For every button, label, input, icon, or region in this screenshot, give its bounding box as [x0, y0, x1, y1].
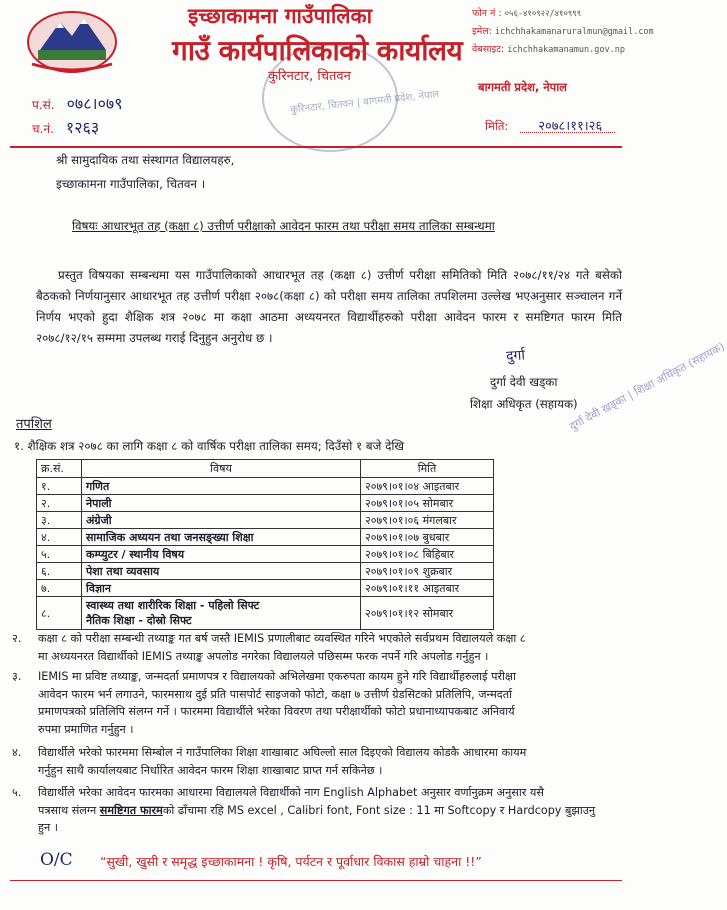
- table-row: [37, 512, 494, 529]
- row-subject: विज्ञान: [82, 580, 361, 597]
- table-row: [37, 563, 494, 580]
- row-subject: पेशा तथा व्यवसाय: [82, 563, 361, 580]
- row-date: २०७९।०१।०८ बिहिबार: [361, 546, 494, 563]
- office-title: गाउँ कार्यपालिकाको कार्यालय: [172, 34, 463, 67]
- row-date: २०७९।०१।०९ शुक्रबार: [361, 563, 494, 580]
- cha-number: [32, 116, 99, 138]
- row-subject: नेपाली: [82, 495, 361, 512]
- row-sn: ७.: [37, 580, 82, 597]
- table-row: [37, 597, 494, 630]
- note-text: मा अध्ययनरत विद्यार्थीको IEMIS तथ्याङ्क अपलोड नगरेका विद्यालयले पछिसम्म फरक नपर्ने गरि अपलोड गर्नुहुन ।: [38, 649, 489, 663]
- email-label: इमेल:: [472, 26, 492, 37]
- note-text: गर्नुहुन साथै कार्यालयबाट निर्धारित आवेदन फारम शिक्षा शाखाबाट प्राप्त गर्न सकिनेछ ।: [38, 763, 383, 777]
- footer-slogan: “सुखी, खुसी र समृद्ध इच्छाकामना ! कृषि, पर्यटन र पूर्वाधार विकास हाम्रो चाहना !!”: [100, 854, 482, 869]
- cha-value: १२६३: [65, 118, 100, 137]
- row-date: २०७९।०१।१२ सोमबार: [361, 597, 494, 630]
- table-header-row: [37, 460, 494, 478]
- row-subject: [82, 597, 361, 630]
- row-date: २०७९।०१।०४ आइतबार: [361, 478, 494, 495]
- note-text: IEMIS मा प्रविष्ट तथ्याङ्क, जन्मदर्ता प्रमाणपत्र र विद्यालयको अभिलेखमा एकरुपता कायम हुने गरि विद्यार्थीहरुलाई परीक्षा: [38, 670, 516, 683]
- website-value: ichchhakamanamun.gov.np: [507, 45, 625, 55]
- note-text: आवेदन फारम भर्न लगाउने, फारमसाथ दुई प्रति पासपोर्ट साइजको फोटो, कक्षा ७ उत्तीर्ण ग्रेडसिटको प्रतिलिपि, जन्मदर्ता: [38, 687, 512, 701]
- note-text-part: पत्रसाथ संलग्न: [38, 803, 100, 817]
- contact-block: [472, 5, 654, 59]
- note-number: ५.: [12, 786, 22, 799]
- org-name: इच्छाकामना गाउँपालिका: [188, 4, 373, 28]
- row-subject-line-1: स्वास्थ्य तथा शारीरिक शिक्षा - पहिलो सिफ्ट: [86, 599, 260, 612]
- cha-label: च.नं.: [32, 122, 54, 136]
- phone-value: ०५६-४१०९२२/४१०९९९: [504, 9, 582, 19]
- exam-schedule-table: [36, 459, 494, 630]
- note-number: २.: [12, 632, 22, 645]
- ref-value: ०७८।०७९: [66, 94, 123, 113]
- row-subject: गणित: [82, 478, 361, 495]
- schedule-intro: १. शैक्षिक शत्र २०७८ का लागि कक्षा ८ को वार्षिक परीक्षा तालिका समय; दिउँसो १ बजे देखि: [14, 439, 405, 453]
- table-row: [37, 495, 494, 512]
- note-text-part: को ढाँचामा रहि MS excel , Calibri font, Font size : 11 मा Softcopy र Hardcopy बुझाउनु: [162, 803, 596, 817]
- note-text: [12, 802, 618, 820]
- website-label: वेबसाइट:: [472, 44, 505, 55]
- email-value: ichchhakamanaruralmun@gmail.com: [495, 27, 654, 37]
- nepal-emblem-logo: [18, 6, 126, 74]
- row-sn: ८.: [37, 597, 82, 630]
- table-row: [37, 478, 494, 495]
- header-sn: क्र.सं.: [37, 460, 82, 478]
- tapashil-heading: तपशिल: [16, 417, 52, 432]
- row-subject: अंग्रेजी: [82, 512, 361, 529]
- body-text: प्रस्तुत विषयका सम्बन्धमा यस गाउँपालिकाको आधारभूत तह (कक्षा ८) उत्तीर्ण परीक्षा समितिको मिति २०७८/११/२४ गते बसेको बैठकको निर्णयानुसार आधारभूत तह उत्तीर्ण परीक्षा २०७८(कक्षा ८) को परीक्षा समय तालिका तपशिलमा उल्लेख भएअनुसार सञ्चालन गर्ने निर्णय भएको हुदा शैक्षिक शत्र २०७८ मा कक्षा आठमा अध्ययनरत विद्यार्थीहरुको परीक्षा आवेदन फारम र समष्टिगत फारम मिति २०७८/१२/१५ सम्ममा उपलब्ध गराई दिनुहुन अनुरोध छ ।: [36, 268, 622, 345]
- table-row: [37, 580, 494, 597]
- samastigat-form-link-text: समष्टिगत फारम: [99, 803, 163, 817]
- row-sn: २.: [37, 495, 82, 512]
- date-label: मिति:: [485, 119, 509, 133]
- row-date: २०७९।०१।०७ बुधबार: [361, 529, 494, 546]
- row-subject-line-2: नैतिक शिक्षा - दोस्रो सिफ्ट: [86, 614, 192, 627]
- row-subject: कम्प्युटर / स्थानीय विषय: [82, 546, 361, 563]
- footer-divider: [10, 880, 622, 881]
- row-subject: सामाजिक अध्ययन तथा जनसङ्ख्या शिक्षा: [82, 529, 361, 546]
- note-2: [12, 630, 618, 665]
- province: बागमती प्रदेश, नेपाल: [478, 80, 567, 94]
- note-text: कक्षा ८ को परीक्षा सम्बन्धी तथ्याङ्क गत बर्ष जस्तै IEMIS प्रणालीबाट व्यवस्थित गरिने भएकोले सर्वप्रथम विद्यालयले कक्षा ८: [38, 632, 526, 645]
- signatory-title: शिक्षा अधिकृत (सहायक): [470, 397, 578, 411]
- letterhead-divider: [10, 146, 622, 148]
- note-number: ४.: [12, 746, 22, 759]
- office-seal-text: कुरिनटार, चितवन | बागमती प्रदेश, नेपाल: [289, 89, 440, 116]
- row-sn: ६.: [37, 563, 82, 580]
- note-4: [12, 744, 618, 779]
- body-paragraph: [36, 265, 622, 349]
- note-text: रुपमा प्रमाणित गर्नुहुन ।: [38, 722, 134, 736]
- office-address: कुरिनटार, चितवन: [268, 69, 351, 84]
- row-sn: ३.: [37, 512, 82, 529]
- recipient-line-2: इच्छाकामना गाउँपालिका, चितवन ।: [56, 177, 206, 191]
- oc-mark: O/C: [40, 850, 73, 870]
- date-value: २०७८।११।२६: [538, 119, 603, 134]
- note-text: हुन ।: [38, 821, 58, 834]
- signature: दुर्गा: [505, 347, 526, 365]
- subject-line: विषयः आधारभूत तह (कक्षा ८) उत्तीर्ण परीक्षाको आवेदन फारम तथा परीक्षा समय तालिका सम्बन्धमा: [72, 219, 495, 233]
- signature-stamp: दुर्गा देवी खड्का | शिक्षा अधिकृत (सहायक): [567, 339, 727, 434]
- header-subject: विषय: [82, 460, 361, 478]
- ref-number: [32, 92, 123, 114]
- recipient-line-1: श्री सामुदायिक तथा संस्थागत विद्यालयहरु,: [56, 153, 235, 167]
- row-date: २०७९।०१।०५ सोमबार: [361, 495, 494, 512]
- header-date: मिति: [361, 460, 494, 478]
- row-sn: ४.: [37, 529, 82, 546]
- signatory-name: दुर्गा देवी खड्का: [490, 375, 558, 389]
- note-text: विद्यार्थीले भरेका आवेदन फारमका आधारमा विद्यालयले विद्यार्थीको नाग English Alphabet अनुसार वर्णानुक्रम अनुसार यसै: [38, 786, 544, 799]
- note-text: प्रमाणपत्रको प्रतिलिपि संलग्न गर्ने । फारममा विद्यार्थीले भरेका विवरण तथा परीक्षार्थीको फोटो प्रधानाध्यापकबाट अनिवार्य: [38, 705, 515, 718]
- row-sn: १.: [37, 478, 82, 495]
- date-underline: [520, 132, 615, 133]
- ref-label: प.सं.: [32, 98, 55, 112]
- note-5: [12, 784, 618, 837]
- table-row: [37, 546, 494, 563]
- note-3: [12, 668, 618, 738]
- phone-label: फोन नं :: [472, 8, 502, 19]
- row-date: २०७९।०१।११ आइतबार: [361, 580, 494, 597]
- note-text: विद्यार्थीले भरेको फारममा सिम्बोल नं गाउँपालिका शिक्षा शाखाबाट अघिल्लो साल दिइएको विद्यालय कोडकै आधारमा कायम: [38, 746, 527, 759]
- note-number: ३.: [12, 670, 22, 683]
- row-sn: ५.: [37, 546, 82, 563]
- table-row: [37, 529, 494, 546]
- row-date: २०७९।०१।०६ मंगलबार: [361, 512, 494, 529]
